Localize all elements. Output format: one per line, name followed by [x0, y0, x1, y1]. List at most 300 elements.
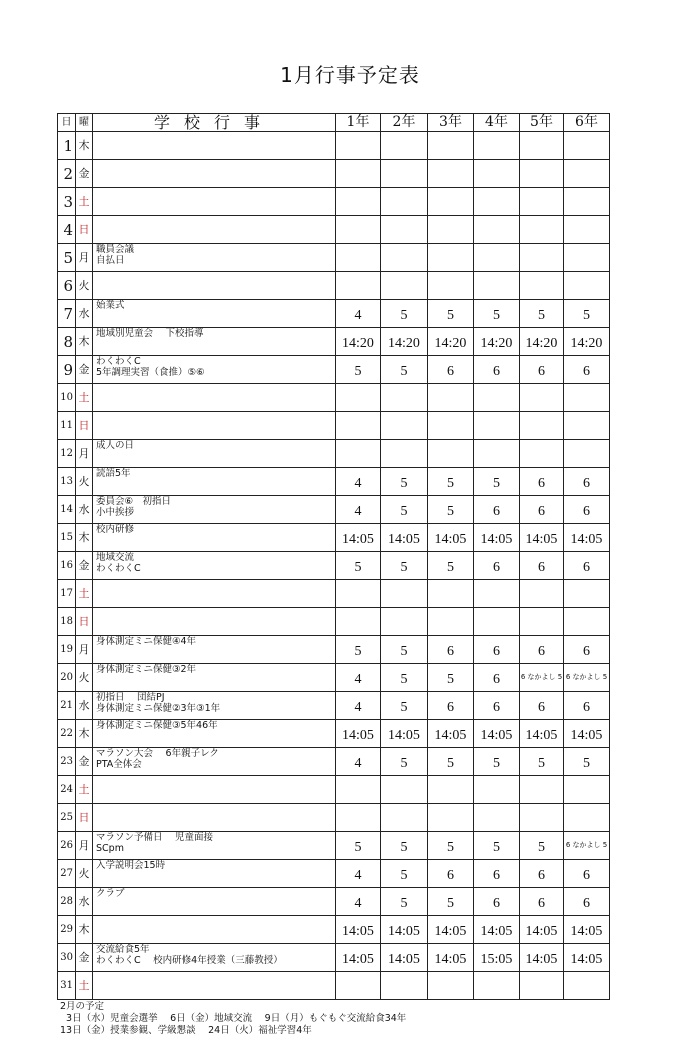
grade-value: 14:05 — [570, 532, 603, 547]
table-row — [58, 328, 610, 356]
grade-value: 14:05 — [342, 728, 374, 743]
grade-cell — [564, 860, 610, 888]
grade-cell — [381, 216, 428, 244]
weekday-cell: 水 — [76, 496, 93, 524]
grade-value: 6 — [493, 560, 500, 575]
grade-cell — [336, 636, 381, 664]
grade-cell — [381, 552, 428, 580]
grade-value: 6 — [493, 896, 500, 911]
grade-cell — [428, 524, 474, 552]
grade-cell — [520, 804, 564, 832]
grade-value: 6 — [493, 868, 500, 883]
grade-cell — [564, 804, 610, 832]
grade-cell — [336, 552, 381, 580]
grade-cell — [428, 132, 474, 160]
header-grade: 1年 — [336, 114, 381, 132]
event-line: 5年調理実習（食推）⑤⑥ — [96, 367, 205, 378]
grade-cell — [564, 692, 610, 720]
event-line: 職員会議 — [96, 244, 135, 255]
grade-value: 14:05 — [388, 728, 420, 743]
grade-cell — [336, 328, 381, 356]
event-line: わくわくC 校内研修4年授業（三藤教授） — [96, 955, 283, 966]
grade-cell — [381, 972, 428, 1000]
events-cell — [93, 832, 336, 860]
day-cell: 15 — [58, 524, 76, 552]
event-line: 委員会⑥ 初指日 — [96, 496, 172, 507]
grade-value: 6 — [493, 672, 500, 687]
event-line: わくわくC — [96, 563, 141, 574]
grade-value: 14:05 — [525, 532, 558, 547]
grade-value: 6 — [493, 504, 500, 519]
table-row — [58, 832, 610, 860]
grade-cell — [428, 188, 474, 216]
weekday-cell: 月 — [76, 832, 93, 860]
grade-cell — [428, 776, 474, 804]
grade-cell — [336, 272, 381, 300]
grade-cell — [381, 496, 428, 524]
weekday-cell: 木 — [76, 132, 93, 160]
weekday-cell: 火 — [76, 860, 93, 888]
grade-value: 5 — [400, 560, 408, 575]
grade-cell — [564, 888, 610, 916]
grade-cell — [520, 216, 564, 244]
event-line: 成人の日 — [96, 440, 135, 451]
grade-value: 5 — [400, 868, 408, 883]
grade-value: 5 — [447, 560, 454, 575]
grade-cell — [336, 664, 381, 692]
grade-value: 6 — [538, 868, 545, 883]
day-cell: 8 — [58, 328, 76, 356]
grade-value: 5 — [354, 840, 362, 855]
grade-value: 5 — [400, 504, 408, 519]
grade-cell — [336, 972, 381, 1000]
grade-value: 5 — [493, 308, 500, 323]
grade-cell — [474, 552, 520, 580]
grade-value: 14:05 — [388, 924, 420, 939]
grade-cell — [336, 608, 381, 636]
grade-cell — [428, 888, 474, 916]
grade-value: 6 — [493, 700, 500, 715]
weekday-cell: 土 — [76, 776, 93, 804]
grade-value: 5 — [354, 364, 362, 379]
grade-cell — [474, 832, 520, 860]
grade-cell — [520, 860, 564, 888]
header-day: 日 — [58, 114, 76, 132]
event-line: 小中挨拶 — [96, 507, 135, 518]
table-row — [58, 580, 610, 608]
weekday-cell: 金 — [76, 944, 93, 972]
grade-cell — [520, 608, 564, 636]
events-cell — [93, 272, 336, 300]
events-cell — [93, 384, 336, 412]
grade-cell — [428, 160, 474, 188]
grade-cell — [564, 636, 610, 664]
weekday-cell: 水 — [76, 888, 93, 916]
grade-cell — [564, 944, 610, 972]
event-line: 読語5年 — [96, 468, 131, 479]
grade-cell — [474, 664, 520, 692]
grade-value: 14:05 — [434, 952, 467, 967]
grade-cell — [474, 972, 520, 1000]
event-line: マラソン大会 6年親子レク — [96, 748, 219, 759]
grade-cell — [520, 468, 564, 496]
event-line: 地域別児童会 下校指導 — [96, 328, 204, 339]
day-cell: 16 — [58, 552, 76, 580]
event-line: 入学説明会15時 — [96, 860, 166, 871]
grade-cell — [474, 580, 520, 608]
grade-cell — [520, 188, 564, 216]
events-cell — [93, 216, 336, 244]
grade-cell — [520, 748, 564, 776]
grade-cell — [564, 244, 610, 272]
grade-value: 15:05 — [480, 952, 513, 967]
header-grade: 3年 — [428, 114, 474, 132]
grade-value: 5 — [447, 756, 454, 771]
grade-value: 5 — [447, 504, 454, 519]
schedule-table — [57, 113, 610, 1000]
grade-value: 14:05 — [434, 728, 467, 743]
day-cell: 18 — [58, 608, 76, 636]
day-cell: 26 — [58, 832, 76, 860]
grade-value: 5 — [447, 476, 454, 491]
grade-cell — [564, 664, 610, 692]
table-row — [58, 720, 610, 748]
grade-cell — [520, 944, 564, 972]
grade-cell — [564, 440, 610, 468]
day-cell: 1 — [58, 132, 76, 160]
grade-cell — [381, 804, 428, 832]
grade-value: 6 — [538, 896, 545, 911]
grade-value: 14:05 — [570, 952, 603, 967]
grade-cell — [428, 244, 474, 272]
grade-value: 14:20 — [388, 336, 420, 351]
grade-value: 6 — [583, 896, 590, 911]
grade-cell — [381, 384, 428, 412]
weekday-cell: 月 — [76, 636, 93, 664]
grade-value: 14:20 — [434, 336, 467, 351]
grade-cell — [381, 664, 428, 692]
grade-cell — [381, 412, 428, 440]
grade-value: 14:20 — [570, 336, 603, 351]
grade-cell — [520, 524, 564, 552]
grade-cell — [428, 384, 474, 412]
grade-cell — [520, 636, 564, 664]
event-line: 地域交流 — [96, 552, 135, 563]
table-row — [58, 468, 610, 496]
weekday-cell: 月 — [76, 440, 93, 468]
weekday-cell: 日 — [76, 216, 93, 244]
grade-cell — [336, 888, 381, 916]
grade-cell — [520, 692, 564, 720]
grade-cell — [381, 468, 428, 496]
table-row — [58, 636, 610, 664]
table-row — [58, 552, 610, 580]
grade-cell — [564, 188, 610, 216]
grade-cell — [381, 440, 428, 468]
day-cell: 3 — [58, 188, 76, 216]
grade-value: 6 なかよし 5 — [520, 673, 563, 681]
grade-cell — [474, 776, 520, 804]
grade-cell — [520, 328, 564, 356]
grade-cell — [520, 580, 564, 608]
grade-value: 5 — [400, 476, 408, 491]
grade-cell — [336, 412, 381, 440]
weekday-cell: 木 — [76, 328, 93, 356]
table-row — [58, 776, 610, 804]
grade-value: 4 — [354, 868, 362, 883]
grade-value: 6 なかよし 5 — [565, 841, 608, 849]
grade-value: 4 — [354, 308, 362, 323]
header-grade: 2年 — [381, 114, 428, 132]
grade-cell — [474, 692, 520, 720]
grade-cell — [336, 832, 381, 860]
grade-cell — [428, 468, 474, 496]
events-cell — [93, 804, 336, 832]
grade-cell — [336, 188, 381, 216]
events-cell — [93, 412, 336, 440]
grade-cell — [564, 720, 610, 748]
events-cell — [93, 776, 336, 804]
grade-value: 14:20 — [525, 336, 558, 351]
grade-cell — [564, 216, 610, 244]
grade-cell — [336, 132, 381, 160]
day-cell: 21 — [58, 692, 76, 720]
grade-value: 6 — [583, 364, 590, 379]
grade-cell — [428, 412, 474, 440]
table-row — [58, 496, 610, 524]
table-row — [58, 188, 610, 216]
weekday-cell: 木 — [76, 916, 93, 944]
weekday-cell: 日 — [76, 804, 93, 832]
grade-cell — [381, 692, 428, 720]
weekday-cell: 土 — [76, 972, 93, 1000]
grade-cell — [428, 608, 474, 636]
day-cell: 13 — [58, 468, 76, 496]
grade-value: 6 — [538, 560, 545, 575]
grade-cell — [564, 972, 610, 1000]
events-cell — [93, 580, 336, 608]
weekday-cell: 水 — [76, 300, 93, 328]
grade-cell — [474, 300, 520, 328]
grade-cell — [428, 748, 474, 776]
grade-cell — [381, 832, 428, 860]
events-cell — [93, 664, 336, 692]
table-row — [58, 804, 610, 832]
grade-cell — [474, 356, 520, 384]
grade-value: 5 — [400, 364, 408, 379]
events-cell — [93, 468, 336, 496]
grade-cell — [520, 888, 564, 916]
events-cell — [93, 160, 336, 188]
grade-cell — [520, 496, 564, 524]
table-row — [58, 132, 610, 160]
grade-cell — [474, 496, 520, 524]
grade-value: 5 — [538, 840, 545, 855]
header-grade: 4年 — [474, 114, 520, 132]
event-line: 身体測定ミニ保健③2年 — [96, 664, 197, 675]
table-row — [58, 860, 610, 888]
day-cell: 31 — [58, 972, 76, 1000]
event-line: 初指日 団結PJ — [96, 692, 165, 703]
grade-cell — [336, 916, 381, 944]
weekday-cell: 日 — [76, 608, 93, 636]
notes-line: 3日（水）児童会選挙 6日（金）地域交流 9日（月）もぐもぐ交流給食34年 — [60, 1013, 407, 1024]
grade-value: 6 — [447, 868, 454, 883]
grade-value: 5 — [447, 896, 454, 911]
grade-cell — [428, 692, 474, 720]
events-cell — [93, 608, 336, 636]
grade-cell — [564, 412, 610, 440]
grade-cell — [474, 188, 520, 216]
table-row — [58, 384, 610, 412]
grade-cell — [428, 860, 474, 888]
grade-value: 5 — [538, 756, 545, 771]
grade-value: 5 — [354, 560, 362, 575]
grade-cell — [336, 776, 381, 804]
grade-cell — [474, 720, 520, 748]
day-cell: 9 — [58, 356, 76, 384]
events-cell — [93, 244, 336, 272]
event-line: クラブ — [96, 888, 125, 899]
grade-cell — [564, 748, 610, 776]
grade-value: 5 — [400, 700, 408, 715]
grade-value: 5 — [400, 840, 408, 855]
grade-value: 6 — [447, 700, 454, 715]
grade-value: 14:05 — [388, 532, 420, 547]
grade-value: 6 — [583, 644, 590, 659]
grade-value: 6 — [583, 868, 590, 883]
event-line: 自払日 — [96, 255, 125, 266]
grade-cell — [381, 916, 428, 944]
grade-cell — [564, 776, 610, 804]
events-cell — [93, 888, 336, 916]
table-row — [58, 300, 610, 328]
grade-value: 5 — [400, 644, 408, 659]
weekday-cell: 日 — [76, 412, 93, 440]
grade-cell — [474, 244, 520, 272]
events-cell — [93, 132, 336, 160]
weekday-cell: 土 — [76, 188, 93, 216]
grade-cell — [520, 272, 564, 300]
grade-value: 6 — [583, 504, 590, 519]
grade-value: 6 — [583, 560, 590, 575]
grade-value: 14:05 — [342, 952, 374, 967]
table-row — [58, 944, 610, 972]
grade-value: 14:05 — [480, 924, 513, 939]
table-row — [58, 748, 610, 776]
grade-value: 14:05 — [570, 924, 603, 939]
grade-value: 5 — [447, 672, 454, 687]
events-cell — [93, 496, 336, 524]
grade-value: 4 — [354, 896, 362, 911]
grade-cell — [428, 328, 474, 356]
grade-cell — [564, 132, 610, 160]
grade-value: 5 — [400, 756, 408, 771]
grade-cell — [381, 244, 428, 272]
grade-cell — [474, 384, 520, 412]
grade-cell — [336, 384, 381, 412]
grade-cell — [336, 692, 381, 720]
grade-cell — [428, 580, 474, 608]
grade-value: 4 — [354, 700, 362, 715]
grade-cell — [564, 272, 610, 300]
event-line: わくわくC — [96, 356, 141, 367]
day-cell: 25 — [58, 804, 76, 832]
grade-cell — [520, 300, 564, 328]
grade-cell — [428, 804, 474, 832]
grade-cell — [564, 300, 610, 328]
grade-value: 5 — [493, 840, 500, 855]
grade-value: 5 — [583, 756, 590, 771]
grade-cell — [428, 972, 474, 1000]
schedule-content — [57, 113, 609, 1037]
grade-cell — [474, 272, 520, 300]
grade-cell — [336, 160, 381, 188]
grade-cell — [336, 300, 381, 328]
event-line: 始業式 — [96, 300, 125, 311]
grade-value: 14:05 — [525, 728, 558, 743]
grade-value: 5 — [493, 756, 500, 771]
grade-cell — [336, 440, 381, 468]
grade-cell — [381, 720, 428, 748]
grade-value: 6 — [538, 504, 545, 519]
weekday-cell: 金 — [76, 552, 93, 580]
grade-cell — [564, 160, 610, 188]
notes-heading: 2月の予定 — [60, 1001, 105, 1012]
weekday-cell: 水 — [76, 692, 93, 720]
grade-cell — [474, 804, 520, 832]
event-line: SCpm — [96, 843, 124, 854]
grade-cell — [520, 552, 564, 580]
grade-value: 14:05 — [525, 924, 558, 939]
grade-value: 14:20 — [342, 336, 374, 351]
grade-cell — [520, 776, 564, 804]
event-line: 校内研修 — [96, 524, 135, 535]
weekday-cell: 金 — [76, 160, 93, 188]
grade-cell — [336, 860, 381, 888]
events-cell — [93, 552, 336, 580]
event-line: マラソン予備日 児童面接 — [96, 832, 214, 843]
grade-cell — [336, 720, 381, 748]
header-grade: 5年 — [520, 114, 564, 132]
grade-cell — [428, 916, 474, 944]
events-cell — [93, 972, 336, 1000]
grade-cell — [336, 216, 381, 244]
table-row — [58, 524, 610, 552]
grade-cell — [428, 496, 474, 524]
grade-cell — [336, 580, 381, 608]
grade-value: 6 — [538, 364, 545, 379]
grade-cell — [520, 972, 564, 1000]
grade-cell — [474, 748, 520, 776]
grade-cell — [336, 524, 381, 552]
grade-value: 5 — [447, 840, 454, 855]
grade-value: 14:05 — [480, 728, 513, 743]
grade-value: 5 — [583, 308, 590, 323]
day-cell: 24 — [58, 776, 76, 804]
grade-cell — [520, 664, 564, 692]
day-cell: 22 — [58, 720, 76, 748]
grade-cell — [428, 272, 474, 300]
day-cell: 10 — [58, 384, 76, 412]
table-row — [58, 692, 610, 720]
grade-value: 14:05 — [342, 532, 374, 547]
grade-cell — [474, 132, 520, 160]
day-cell: 11 — [58, 412, 76, 440]
grade-cell — [474, 160, 520, 188]
grade-value: 6 なかよし 5 — [565, 673, 608, 681]
table-row — [58, 916, 610, 944]
